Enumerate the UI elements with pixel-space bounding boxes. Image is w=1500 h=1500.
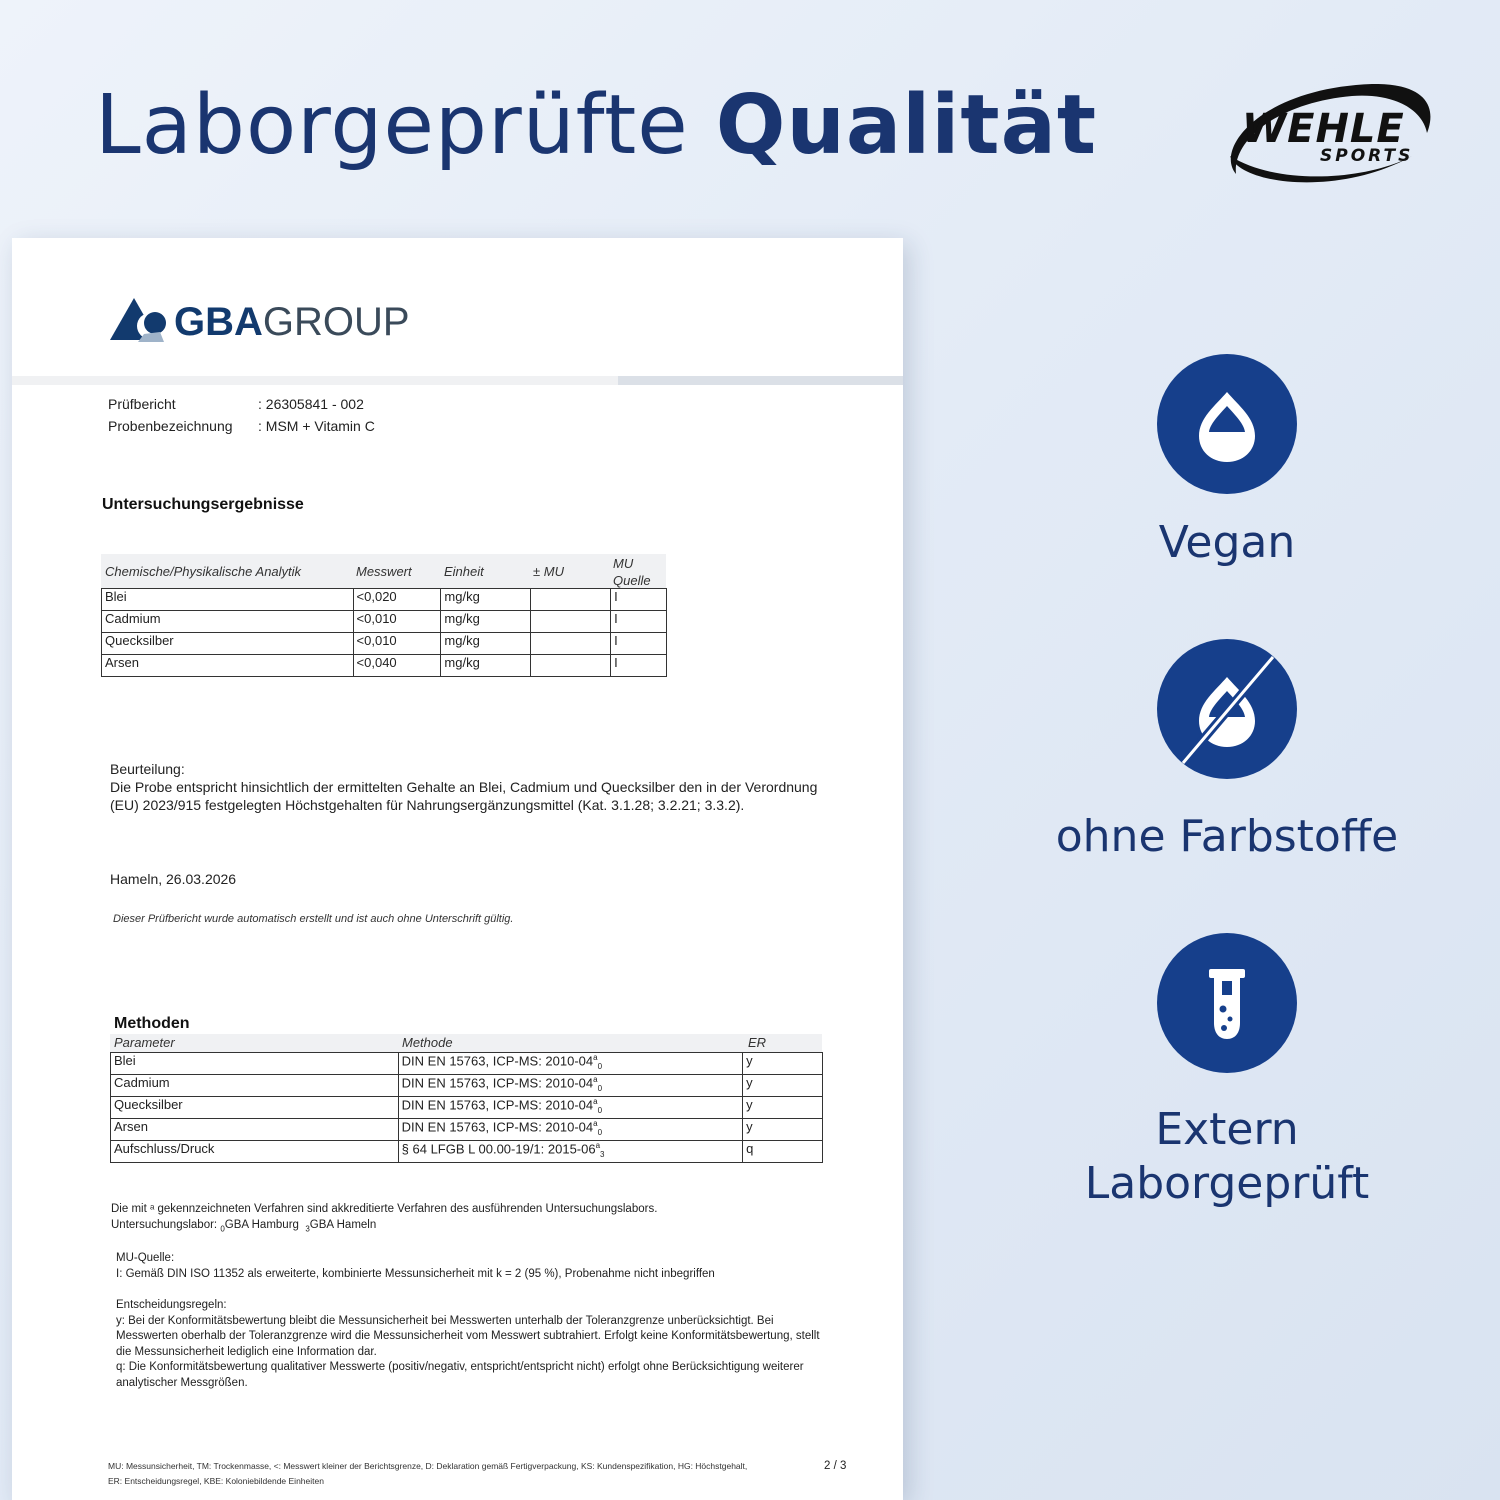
lab-report-document bbox=[12, 238, 903, 1500]
table-cell: Cadmium bbox=[111, 1075, 399, 1097]
table-cell: I bbox=[611, 589, 667, 611]
table-cell: Cadmium bbox=[102, 611, 354, 633]
title-regular: Laborgeprüfte bbox=[95, 78, 689, 173]
table-row bbox=[111, 1119, 823, 1141]
feature-label: ohne Farbstoffe bbox=[1055, 811, 1399, 862]
meta-key: Prüfbericht bbox=[108, 396, 176, 412]
test-tube-icon bbox=[1157, 933, 1297, 1073]
assessment-label: Beurteilung: bbox=[110, 761, 185, 777]
page-number: 2 / 3 bbox=[824, 1460, 847, 1472]
table-cell: <0,020 bbox=[353, 589, 441, 611]
table-cell: mg/kg bbox=[441, 611, 531, 633]
brand-name: WEHLE bbox=[1242, 106, 1405, 152]
table-row bbox=[111, 1097, 823, 1119]
table-cell: y bbox=[743, 1075, 823, 1097]
meta-value: : 26305841 - 002 bbox=[258, 396, 364, 412]
header-cell: ER bbox=[748, 1035, 767, 1050]
table-cell: q bbox=[743, 1141, 823, 1163]
table-cell: Arsen bbox=[102, 655, 354, 677]
table-row bbox=[102, 633, 667, 655]
gba-logo bbox=[110, 294, 440, 350]
header-cell: Chemische/Physikalische Analytik bbox=[105, 564, 302, 579]
header-cell: Methode bbox=[402, 1035, 453, 1050]
footer-legend: MU: Messunsicherheit, TM: Trockenmasse, <: Messwert kleiner der Berichtsgrenze, D: Deklaration gemäß Fertigverpackung, KS: Kundenspezifikation, HG: Höchstgehalt, ER: Entscheidungsregel, KBE: Koloniebildende Einheiten bbox=[108, 1461, 748, 1486]
brand-logo bbox=[1222, 78, 1434, 193]
table-cell: DIN EN 15763, ICP-MS: $2010-04^a_0$ bbox=[398, 1097, 742, 1119]
table-cell bbox=[531, 633, 611, 655]
table-cell bbox=[531, 611, 611, 633]
lab-tested-badge bbox=[1157, 933, 1297, 1073]
header-band-accent bbox=[618, 376, 903, 385]
table-cell: I bbox=[611, 633, 667, 655]
table-cell: y bbox=[743, 1097, 823, 1119]
decision-rules: Entscheidungsregeln: y: Bei der Konformitätsbewertung bleibt die Messunsicherheit bei Messwerten unterhalb der Toleranzgrenze unberücksichtigt. Bei Messwerten oberhalb der Toleranzgrenze wird die Messunsicherheit vom Messwert subtrahiert. Erfolgt keine Konformitätsbewertung, stellt die Messunsicherheit lediglich eine Information dar. q: Die Konformitätsbewertung qualitativer Messwerte (positiv/negativ, entspricht/entspricht nicht) erfolgt ohne Berücksichtigung weiterer analytischer Messgrößen. bbox=[116, 1299, 820, 1389]
header-cell: ± MU bbox=[533, 564, 564, 579]
table-row bbox=[111, 1075, 823, 1097]
methods-header bbox=[110, 1034, 822, 1052]
header-cell: MU bbox=[613, 556, 634, 571]
auto-note: Dieser Prüfbericht wurde automatisch erstellt und ist auch ohne Unterschrift gültig. bbox=[113, 913, 514, 925]
table-cell: Aufschluss/Druck bbox=[111, 1141, 399, 1163]
drop-icon bbox=[1157, 354, 1297, 494]
table-cell bbox=[531, 655, 611, 677]
title-bold: Qualität bbox=[715, 78, 1098, 173]
results-table bbox=[101, 588, 667, 677]
results-header bbox=[101, 554, 666, 588]
no-color-drop-icon bbox=[1157, 639, 1297, 779]
results-title: Untersuchungsergebnisse bbox=[102, 496, 304, 513]
gba-mountain-icon bbox=[110, 296, 170, 346]
table-cell: mg/kg bbox=[441, 589, 531, 611]
feature-label: Vegan bbox=[1158, 517, 1296, 568]
mu-source: MU-Quelle: I: Gemäß DIN ISO 11352 als erweiterte, kombinierte Messunsicherheit mit k = 2 (95 %), Probenahme nicht inbegriffen bbox=[116, 1252, 715, 1280]
table-cell: I bbox=[611, 655, 667, 677]
table-cell: Blei bbox=[102, 589, 354, 611]
accredited-note: Die mit ᵃ gekennzeichneten Verfahren sind akkreditierte Verfahren des ausführenden Untersuchungslabors. Untersuchungslabor: $_0$GBA Hamburg $_3$GBA Hameln bbox=[111, 1202, 831, 1236]
table-row bbox=[111, 1053, 823, 1075]
assessment bbox=[110, 760, 820, 814]
meta-key: Probenbezeichnung bbox=[108, 418, 233, 434]
page-title bbox=[95, 78, 1097, 173]
vegan-badge bbox=[1157, 354, 1297, 494]
table-cell: I bbox=[611, 611, 667, 633]
table-cell: DIN EN 15763, ICP-MS: $2010-04^a_0$ bbox=[398, 1053, 742, 1075]
header-cell: Einheit bbox=[444, 564, 484, 579]
table-row bbox=[102, 611, 667, 633]
table-cell: Arsen bbox=[111, 1119, 399, 1141]
table-cell: <0,040 bbox=[353, 655, 441, 677]
header-cell: Messwert bbox=[356, 564, 412, 579]
assessment-text: Die Probe entspricht hinsichtlich der ermittelten Gehalte an Blei, Cadmium und Quecksilber den in der Verordnung (EU) 2023/915 festgelegten Höchstgehalten für Nahrungsergänzungsmittel (Kat. 3.1.28; 3.2.21; 3.3.2). bbox=[110, 779, 818, 813]
feature-label-line1: Extern bbox=[1155, 1104, 1299, 1155]
table-cell: DIN EN 15763, ICP-MS: $2010-04^a_0$ bbox=[398, 1075, 742, 1097]
methods-table bbox=[110, 1052, 823, 1163]
meta-value: : MSM + Vitamin C bbox=[258, 418, 375, 434]
table-row bbox=[102, 655, 667, 677]
table-cell: mg/kg bbox=[441, 655, 531, 677]
table-cell: <0,010 bbox=[353, 611, 441, 633]
table-cell: Blei bbox=[111, 1053, 399, 1075]
place-date: Hameln, 26.03.2026 bbox=[110, 871, 237, 887]
methods-title: Methoden bbox=[114, 1015, 190, 1032]
table-cell: y bbox=[743, 1053, 823, 1075]
table-cell: <0,010 bbox=[353, 633, 441, 655]
feature-label-line2: Laborgeprüft bbox=[1084, 1158, 1370, 1209]
table-cell: DIN EN 15763, ICP-MS: $2010-04^a_0$ bbox=[398, 1119, 742, 1141]
table-cell: § 64 LFGB L 00.00-19/1: $2015-06^a_3$ bbox=[398, 1141, 742, 1163]
table-row bbox=[111, 1141, 823, 1163]
brand-sub: SPORTS bbox=[1320, 146, 1414, 166]
table-cell bbox=[531, 589, 611, 611]
lab-line: Untersuchungslabor: $_0$GBA Hamburg $_3$GBA Hameln bbox=[111, 1218, 377, 1233]
table-cell: Quecksilber bbox=[102, 633, 354, 655]
table-cell: mg/kg bbox=[441, 633, 531, 655]
table-row bbox=[102, 589, 667, 611]
table-cell: Quecksilber bbox=[111, 1097, 399, 1119]
gba-wordmark: GBAGROUP bbox=[174, 300, 410, 344]
header-cell: Quelle bbox=[613, 573, 651, 588]
header-cell: Parameter bbox=[114, 1035, 175, 1050]
table-cell: y bbox=[743, 1119, 823, 1141]
no-dyes-badge bbox=[1157, 639, 1297, 779]
